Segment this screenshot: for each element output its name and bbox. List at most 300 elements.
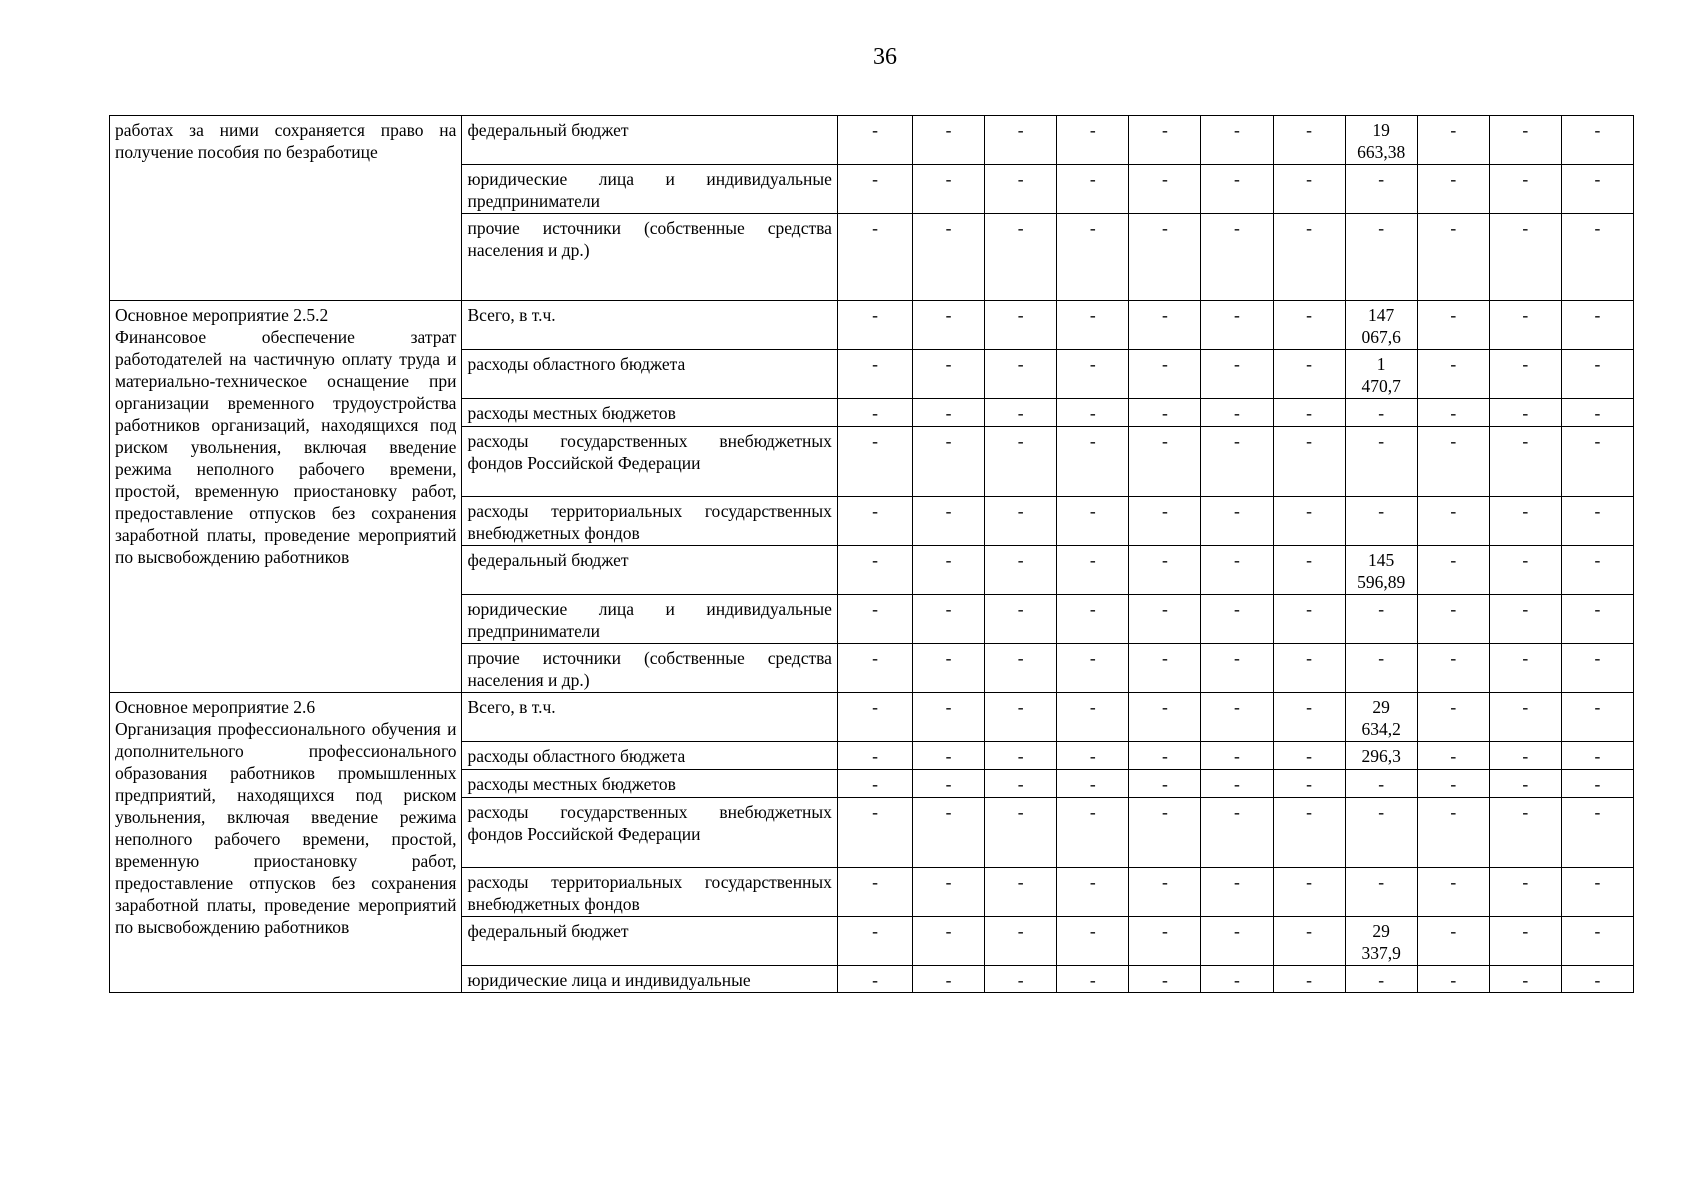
value-cell: [1561, 742, 1633, 770]
value-text: -: [1089, 550, 1096, 570]
value-cell: [1201, 427, 1273, 497]
value-text: -: [872, 802, 878, 822]
value-text: -: [945, 802, 952, 822]
value-text: -: [1089, 354, 1096, 374]
value-text: -: [1306, 774, 1312, 794]
value-cell: [913, 350, 985, 399]
value-cell: [1273, 798, 1345, 868]
value-text: -: [1522, 648, 1529, 668]
value-cell: [985, 595, 1057, 644]
value-text: -: [1089, 403, 1096, 423]
value-text: -: [1017, 774, 1024, 794]
value-cell: [1129, 301, 1201, 350]
value-text: -: [1522, 746, 1529, 766]
value-text: -: [872, 921, 878, 941]
value-cell: [1129, 595, 1201, 644]
value-cell: [985, 350, 1057, 399]
value-text: -: [872, 305, 878, 325]
value-text: -: [1306, 354, 1312, 374]
value-text: -: [1450, 802, 1457, 822]
value-text: -: [1594, 746, 1601, 766]
value-cell: [985, 770, 1057, 798]
value-text: -: [1306, 746, 1312, 766]
value-cell: [985, 214, 1057, 301]
value-cell: [1417, 868, 1489, 917]
value-cell: [913, 497, 985, 546]
value-text: -: [872, 218, 878, 238]
value-text: -: [1594, 872, 1601, 892]
value-cell: [985, 497, 1057, 546]
value-text: -: [945, 550, 952, 570]
value-cell: [1057, 350, 1129, 399]
value-text: -: [945, 648, 952, 668]
value-cell: [1489, 399, 1561, 427]
value-cell: [1273, 770, 1345, 798]
value-text: -: [945, 354, 952, 374]
value-text: -: [1594, 431, 1601, 451]
value-cell: [837, 595, 912, 644]
value-cell: [985, 798, 1057, 868]
value-text: -: [1594, 354, 1601, 374]
value-cell: [985, 966, 1057, 993]
value-cell: [1561, 798, 1633, 868]
value-cell: [1561, 546, 1633, 595]
value-text: -: [1161, 697, 1168, 717]
value-text: -: [1161, 648, 1168, 668]
value-text: -: [872, 746, 878, 766]
value-text: -: [945, 774, 952, 794]
value-text: -: [945, 872, 952, 892]
value-text: -: [1522, 921, 1529, 941]
value-cell: [1417, 644, 1489, 693]
value-text: -: [1450, 431, 1457, 451]
value-cell: [1561, 693, 1633, 742]
value-cell: [1345, 497, 1417, 546]
value-text: -: [1017, 648, 1024, 668]
value-text: -: [1161, 218, 1168, 238]
value-text: -: [1522, 169, 1529, 189]
value-text: -: [1594, 550, 1601, 570]
value-text: 296,3: [1361, 746, 1401, 766]
value-text: -: [1450, 305, 1457, 325]
value-text: -: [1089, 970, 1096, 990]
value-text: -: [1234, 921, 1240, 941]
value-text: -: [872, 431, 878, 451]
value-cell: [913, 742, 985, 770]
value-text: -: [1522, 970, 1529, 990]
value-cell: [1345, 399, 1417, 427]
value-text: -: [1306, 169, 1312, 189]
value-cell: [1489, 917, 1561, 966]
measure-cell: [110, 301, 462, 693]
value-cell: [1273, 917, 1345, 966]
value-cell: [1129, 116, 1201, 165]
value-cell: [1201, 742, 1273, 770]
value-text: -: [1594, 501, 1601, 521]
value-cell: [985, 868, 1057, 917]
value-cell: [1273, 116, 1345, 165]
value-text: -: [1378, 218, 1385, 238]
value-cell: [913, 798, 985, 868]
value-cell: [913, 595, 985, 644]
value-text: -: [1234, 970, 1240, 990]
value-text: -: [945, 501, 952, 521]
value-cell: [1129, 165, 1201, 214]
value-text: -: [1161, 305, 1168, 325]
value-cell: [1561, 644, 1633, 693]
value-cell: [1345, 165, 1417, 214]
value-cell: [1057, 546, 1129, 595]
value-cell: [1489, 966, 1561, 993]
value-cell: [913, 214, 985, 301]
value-text: -: [1017, 218, 1024, 238]
value-text: -: [1234, 746, 1240, 766]
value-cell: [1057, 770, 1129, 798]
value-text: -: [1450, 774, 1457, 794]
value-cell: [1489, 116, 1561, 165]
value-cell: [985, 546, 1057, 595]
value-text: -: [872, 774, 878, 794]
value-cell: [1201, 966, 1273, 993]
value-text: -: [1161, 169, 1168, 189]
value-cell: [1273, 693, 1345, 742]
value-text: -: [1306, 802, 1312, 822]
value-cell: [1561, 595, 1633, 644]
value-cell: [1129, 868, 1201, 917]
value-cell: [1057, 742, 1129, 770]
value-text: -: [1450, 403, 1457, 423]
value-cell: [1201, 350, 1273, 399]
funding-source-cell: юридические лица и индивидуальные предприниматели: [462, 165, 837, 214]
value-text: -: [1594, 921, 1601, 941]
value-text: -: [1161, 746, 1168, 766]
page-number: 36: [873, 44, 897, 70]
value-text: -: [1378, 403, 1385, 423]
value-cell: [1129, 917, 1201, 966]
value-cell: [985, 427, 1057, 497]
value-cell: [1489, 350, 1561, 399]
value-cell: [1201, 868, 1273, 917]
value-cell: [1345, 868, 1417, 917]
measure-text: Финансовое обеспечение затрат работодателей на частичную оплату труда и материально-техническое оснащение при организации временного трудоустройства работников организаций, находящихся под риском увольнения, включая введение режима неполного рабочего времени, простой, временную приостановку работ, предоставление отпусков без сохранения заработной платы, проведение мероприятий по высвобождению работников: [115, 327, 457, 567]
table-row: [110, 693, 1634, 742]
funding-source-cell: расходы государственных внебюджетных фондов Российской Федерации: [462, 798, 837, 868]
value-cell: [913, 116, 985, 165]
value-cell: [1561, 966, 1633, 993]
value-cell: [837, 497, 912, 546]
value-text: -: [1017, 169, 1024, 189]
value-text: -: [1450, 746, 1457, 766]
value-text: -: [1306, 697, 1312, 717]
value-cell: [1273, 165, 1345, 214]
value-text: -: [1089, 802, 1096, 822]
value-cell: [985, 917, 1057, 966]
value-text: -: [1234, 501, 1240, 521]
value-cell: [1345, 742, 1417, 770]
table-row: [110, 301, 1634, 350]
value-cell: [1273, 427, 1345, 497]
value-cell: [913, 427, 985, 497]
value-text: -: [1378, 872, 1385, 892]
value-cell: [1417, 497, 1489, 546]
value-text: -: [1594, 802, 1601, 822]
value-text: -: [1161, 550, 1168, 570]
value-text: -: [1161, 501, 1168, 521]
value-text: -: [1017, 431, 1024, 451]
value-text: -: [1522, 697, 1529, 717]
value-text: -: [1017, 970, 1024, 990]
value-text: -: [1306, 120, 1312, 140]
value-cell: [1201, 497, 1273, 546]
value-cell: [1417, 546, 1489, 595]
value-cell: [1345, 798, 1417, 868]
measure-cell: [110, 116, 462, 301]
value-cell: [1201, 399, 1273, 427]
value-cell: [1057, 497, 1129, 546]
value-cell: [1129, 644, 1201, 693]
value-text: -: [1306, 403, 1312, 423]
value-cell: [1489, 165, 1561, 214]
value-text: -: [1089, 774, 1096, 794]
value-cell: [1201, 693, 1273, 742]
value-cell: [1489, 798, 1561, 868]
value-text: -: [1378, 501, 1385, 521]
value-text: -: [1089, 305, 1096, 325]
value-cell: [1417, 301, 1489, 350]
value-text: -: [1306, 550, 1312, 570]
value-cell: [913, 693, 985, 742]
value-text: -: [1306, 305, 1312, 325]
value-cell: [1417, 917, 1489, 966]
value-cell: [1561, 868, 1633, 917]
value-text: -: [1306, 599, 1312, 619]
value-cell: [1057, 116, 1129, 165]
value-text: -: [1017, 501, 1024, 521]
funding-source-cell: федеральный бюджет: [462, 116, 837, 165]
value-text: -: [1594, 970, 1601, 990]
value-text: -: [1234, 305, 1240, 325]
value-cell: [1129, 693, 1201, 742]
value-cell: [837, 966, 912, 993]
value-text: -: [1161, 120, 1168, 140]
value-text: -: [1306, 431, 1312, 451]
value-cell: [985, 301, 1057, 350]
value-cell: [1417, 427, 1489, 497]
value-text: -: [1378, 774, 1385, 794]
value-cell: [1201, 595, 1273, 644]
value-cell: [1345, 644, 1417, 693]
value-cell: [1057, 301, 1129, 350]
value-cell: [985, 399, 1057, 427]
value-cell: [1345, 301, 1417, 350]
value-cell: [1561, 427, 1633, 497]
value-cell: [1417, 742, 1489, 770]
value-cell: [1489, 427, 1561, 497]
value-text: -: [945, 218, 952, 238]
value-text: -: [1161, 403, 1168, 423]
value-cell: [1273, 966, 1345, 993]
value-text: -: [1522, 431, 1529, 451]
value-text: -: [1522, 501, 1529, 521]
value-cell: [1417, 693, 1489, 742]
funding-source-cell: юридические лица и индивидуальные предприниматели: [462, 595, 837, 644]
value-text: -: [1450, 697, 1457, 717]
value-text: -: [1234, 550, 1240, 570]
funding-source-cell: Всего, в т.ч.: [462, 301, 837, 350]
value-text: -: [1089, 599, 1096, 619]
value-cell: [1273, 350, 1345, 399]
value-text: -: [1089, 501, 1096, 521]
value-text: -: [1594, 648, 1601, 668]
value-text: -: [1089, 218, 1096, 238]
value-text: -: [945, 921, 952, 941]
value-cell: [1129, 214, 1201, 301]
value-text: -: [1306, 872, 1312, 892]
value-text: -: [1017, 354, 1024, 374]
value-text: -: [1089, 120, 1096, 140]
value-cell: [1561, 399, 1633, 427]
value-text: -: [1089, 648, 1096, 668]
value-cell: [837, 868, 912, 917]
value-text: -: [872, 550, 878, 570]
value-text: -: [872, 501, 878, 521]
value-cell: [1273, 644, 1345, 693]
value-cell: [1057, 214, 1129, 301]
value-text: -: [945, 746, 952, 766]
value-cell: [913, 770, 985, 798]
value-cell: [1057, 917, 1129, 966]
value-cell: [1345, 427, 1417, 497]
value-text: -: [945, 120, 952, 140]
value-cell: [1129, 546, 1201, 595]
value-cell: [1561, 350, 1633, 399]
value-text: -: [1306, 218, 1312, 238]
value-text: -: [1234, 648, 1240, 668]
budget-table: [109, 115, 1634, 993]
value-text: -: [1522, 354, 1529, 374]
value-cell: [1417, 116, 1489, 165]
value-cell: [1201, 917, 1273, 966]
value-cell: [1417, 165, 1489, 214]
value-text: -: [945, 970, 952, 990]
value-cell: [913, 399, 985, 427]
value-text: -: [1017, 802, 1024, 822]
value-text: -: [872, 872, 878, 892]
value-cell: [913, 868, 985, 917]
measure-title: Основное мероприятие 2.5.2: [115, 305, 329, 325]
value-text: -: [1450, 120, 1457, 140]
value-cell: [913, 644, 985, 693]
value-cell: [1129, 798, 1201, 868]
value-cell: [1273, 595, 1345, 644]
measure-text: Организация профессионального обучения и дополнительного профессионального образования работников промышленных предприятий, находящихся под риском увольнения, включая введение режима неполного рабочего времени, простой, временную приостановку работ, предоставление отпусков без сохранения заработной платы, проведение мероприятий по высвобождению работников: [115, 719, 457, 937]
value-cell: [985, 165, 1057, 214]
value-cell: [1417, 798, 1489, 868]
value-text: -: [1161, 921, 1168, 941]
value-cell: [1057, 868, 1129, 917]
value-text: -: [1161, 872, 1168, 892]
value-cell: [1129, 770, 1201, 798]
table-row: [110, 116, 1634, 165]
value-text: -: [1234, 169, 1240, 189]
value-cell: [1129, 350, 1201, 399]
value-cell: [913, 917, 985, 966]
value-text: -: [1234, 431, 1240, 451]
value-cell: [1345, 917, 1417, 966]
value-cell: [1489, 742, 1561, 770]
value-text: -: [1450, 970, 1457, 990]
value-cell: [1345, 770, 1417, 798]
value-cell: [837, 350, 912, 399]
value-cell: [1201, 770, 1273, 798]
value-cell: [1489, 770, 1561, 798]
value-text: -: [1450, 648, 1457, 668]
value-cell: [1345, 966, 1417, 993]
value-text: -: [1234, 872, 1240, 892]
value-cell: [1273, 301, 1345, 350]
value-cell: [1273, 497, 1345, 546]
value-text: -: [1089, 431, 1096, 451]
value-cell: [913, 966, 985, 993]
funding-source-cell: прочие источники (собственные средства населения и др.): [462, 214, 837, 301]
value-text: -: [1378, 599, 1385, 619]
funding-source-cell: Всего, в т.ч.: [462, 693, 837, 742]
value-text: 147 067,6: [1361, 305, 1401, 347]
value-text: -: [1378, 802, 1385, 822]
value-text: -: [1234, 697, 1240, 717]
value-text: -: [1234, 354, 1240, 374]
value-cell: [837, 798, 912, 868]
value-cell: [1417, 214, 1489, 301]
value-text: 29 337,9: [1361, 921, 1401, 963]
value-text: 145 596,89: [1357, 550, 1406, 592]
value-cell: [1273, 742, 1345, 770]
value-text: -: [1017, 872, 1024, 892]
value-text: -: [1450, 550, 1457, 570]
value-text: -: [1017, 746, 1024, 766]
value-text: -: [872, 403, 878, 423]
value-text: -: [1161, 774, 1168, 794]
value-cell: [1489, 595, 1561, 644]
value-cell: [985, 742, 1057, 770]
value-text: -: [1017, 305, 1024, 325]
value-text: -: [1234, 599, 1240, 619]
value-text: -: [1378, 431, 1385, 451]
value-text: -: [1161, 431, 1168, 451]
value-text: -: [1594, 218, 1601, 238]
value-cell: [1489, 644, 1561, 693]
value-cell: [913, 165, 985, 214]
funding-source-cell: расходы государственных внебюджетных фондов Российской Федерации: [462, 427, 837, 497]
value-text: -: [1522, 120, 1529, 140]
value-cell: [985, 644, 1057, 693]
value-cell: [1345, 595, 1417, 644]
value-cell: [1489, 868, 1561, 917]
value-text: -: [1450, 599, 1457, 619]
value-cell: [1417, 399, 1489, 427]
value-cell: [1057, 399, 1129, 427]
value-cell: [1417, 966, 1489, 993]
value-text: -: [1089, 921, 1096, 941]
value-cell: [1489, 301, 1561, 350]
value-cell: [1201, 165, 1273, 214]
value-text: -: [1234, 120, 1240, 140]
value-text: -: [1594, 169, 1601, 189]
value-cell: [1489, 693, 1561, 742]
value-text: -: [1522, 403, 1529, 423]
value-cell: [837, 644, 912, 693]
value-cell: [1561, 116, 1633, 165]
